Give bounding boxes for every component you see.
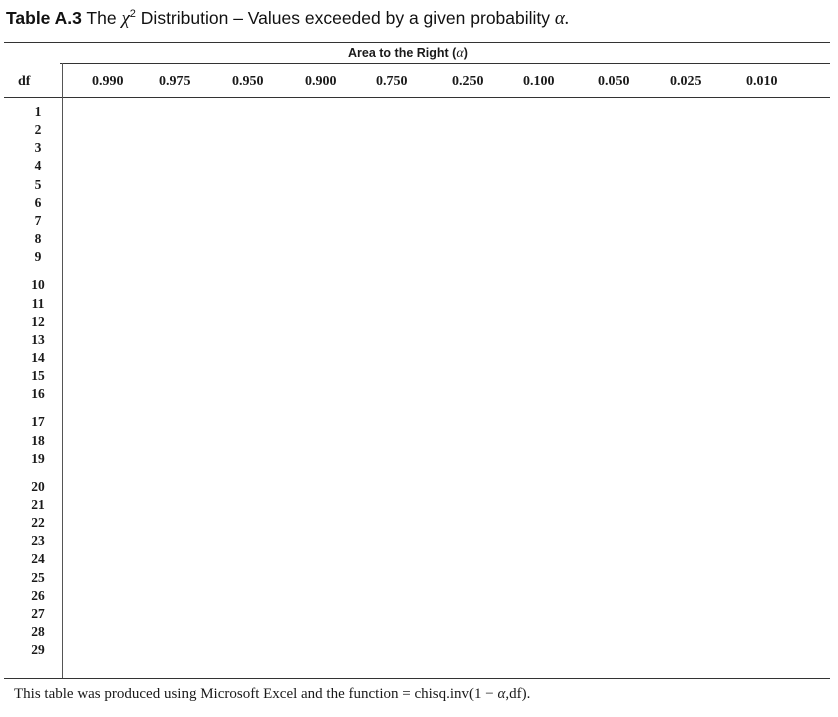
column-header: 0.950 [232,74,264,89]
df-cell: 23 [31,533,45,549]
title-alpha: α. [554,8,570,29]
df-cell: 15 [31,368,45,384]
df-cell: 18 [31,432,45,448]
footnote-post: ,df). [505,686,531,702]
footnote-pre: This table was produced using Microsoft Excel and the function = chisq.inv(1 − [14,686,498,702]
df-cell: 7 [34,212,42,228]
df-cell: 17 [31,414,45,430]
df-cell: 5 [34,176,42,192]
area-rule [60,63,830,64]
footnote [14,686,530,703]
df-cell: 28 [31,624,45,640]
df-cell: 26 [31,587,45,603]
df-cell: 10 [31,277,45,293]
column-header: 0.025 [670,74,702,89]
df-cell: 25 [31,569,45,585]
column-header: 0.990 [92,74,124,89]
title-post: Distribution – Values exceeded by a given probability [140,8,551,28]
df-cell: 16 [31,386,45,402]
df-header: df [18,74,31,89]
area-heading [348,46,468,62]
df-cell: 6 [34,194,42,210]
df-cell: 24 [31,551,45,567]
top-rule [4,42,830,43]
df-cell: 3 [34,140,42,156]
title-pre: The [86,8,117,28]
area-alpha: α [456,46,464,61]
df-cell: 8 [34,231,42,247]
df-cell: 4 [34,158,42,174]
header-rule [4,97,830,98]
df-cell: 19 [31,450,45,466]
area-close: ) [463,46,468,60]
footnote-alpha: α [497,686,506,702]
table-label: Table A.3 [6,8,82,28]
bottom-rule [4,678,830,679]
df-divider [62,63,63,678]
column-header: 0.010 [746,74,778,89]
df-cell: 1 [34,104,42,119]
df-cell: 13 [31,331,45,347]
df-cell: 2 [34,122,42,138]
column-header: 0.050 [598,74,630,89]
column-header: 0.750 [376,74,408,89]
df-cell: 20 [31,478,45,494]
chi-superscript: 2 [129,8,136,21]
table-title [6,8,570,30]
df-cell: 9 [34,249,42,265]
area-label: Area to the Right ( [348,46,457,60]
df-cell: 11 [31,295,45,311]
df-cell: 27 [31,605,45,621]
df-cell: 14 [31,349,45,365]
column-header: 0.900 [305,74,337,89]
chi-symbol: χ [121,8,130,29]
column-header: 0.250 [452,74,484,89]
column-header: 0.975 [159,74,191,89]
df-cell: 22 [31,515,45,531]
df-cell: 29 [31,642,45,658]
df-cell: 12 [31,313,45,329]
column-header: 0.100 [523,74,555,89]
df-cell: 21 [31,497,45,512]
